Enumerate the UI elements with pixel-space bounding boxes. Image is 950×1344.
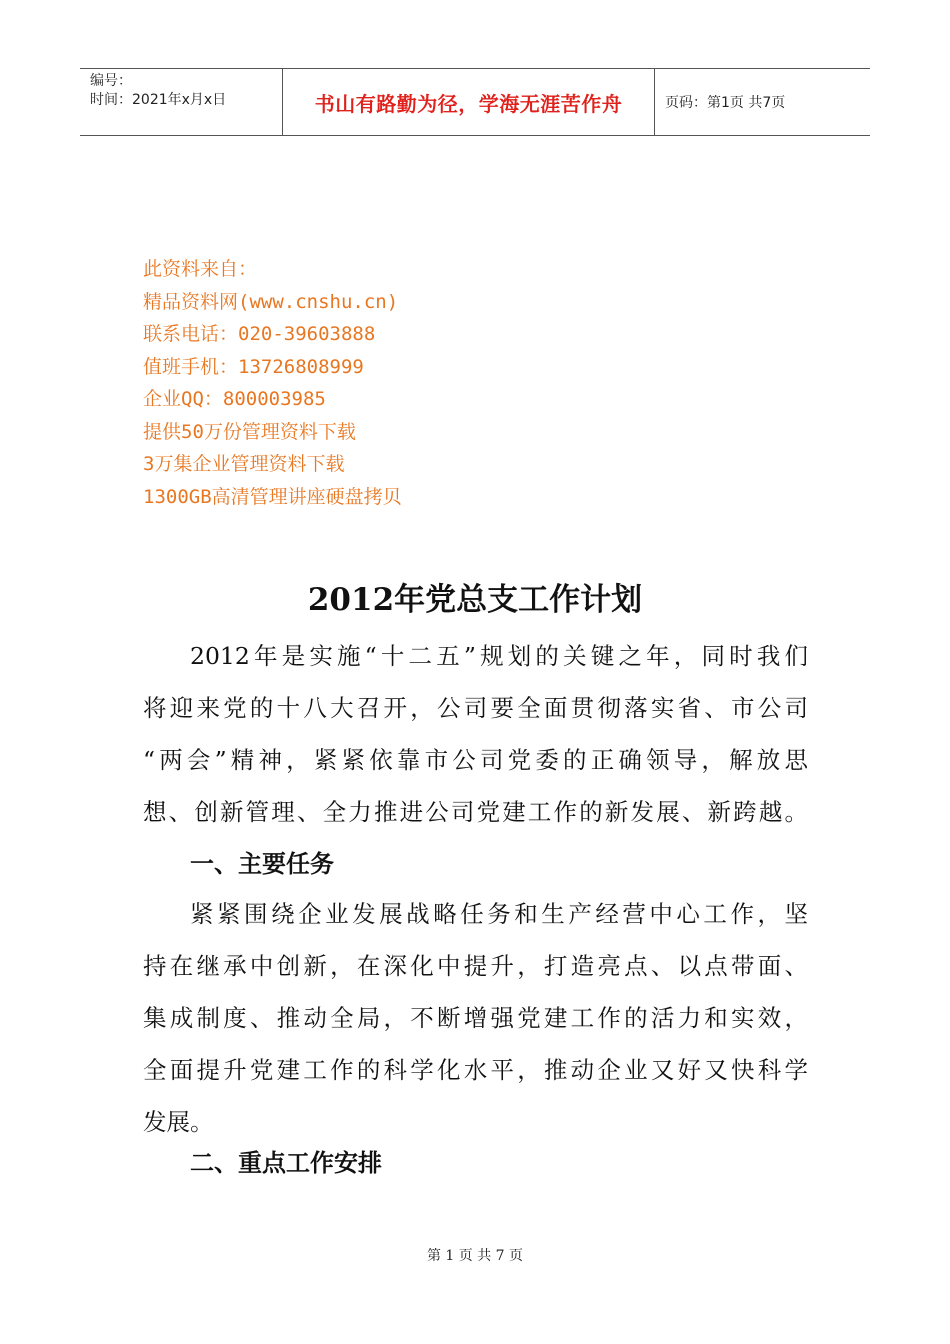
paragraph-line: 想、创新管理、全力推进公司党建工作的新发展、新跨越。 (143, 798, 808, 826)
source-line: 1300GB高清管理讲座硬盘拷贝 (143, 485, 402, 508)
paragraph-line: 全面提升党建工作的科学化水平，推动企业又好又快科学 (143, 1056, 808, 1084)
document-time-label: 时间：2021年x月x日 (90, 92, 227, 108)
source-line: 提供50万份管理资料下载 (143, 420, 356, 443)
source-line: 此资料来自： (143, 258, 258, 280)
section1-paragraph (143, 888, 808, 1148)
page-header (80, 68, 870, 136)
page-footer: 第 1 页 共 7 页 (426, 1248, 524, 1264)
section-heading: 二、重点工作安排 (190, 1148, 382, 1177)
source-line: 3万集企业管理资料下载 (143, 453, 345, 475)
source-info-block (143, 253, 402, 513)
paragraph-line: 2012年是实施“十二五”规划的关键之年，同时我们 (190, 642, 808, 670)
paragraph-line: 将迎来党的十八大召开，公司要全面贯彻落实省、市公司 (143, 694, 808, 722)
document-number-label: 编号： (90, 73, 132, 89)
paragraph-line: 集成制度、推动全局，不断增强党建工作的活力和实效， (143, 1004, 808, 1032)
source-line: 精品资料网(www.cnshu.cn) (143, 290, 399, 313)
header-motto: 书山有路勤为径，学海无涯苦作舟 (282, 69, 655, 135)
paragraph-line: “两会”精神，紧紧依靠市公司党委的正确领导，解放思 (143, 746, 808, 774)
source-line: 值班手机：13726808999 (143, 355, 364, 378)
header-page-info: 页码：第1页 共7页 (665, 95, 786, 111)
section-heading: 一、主要任务 (190, 849, 334, 878)
document-title: 2012年党总支工作计划 (307, 582, 643, 618)
header-meta (80, 69, 282, 135)
intro-paragraph (143, 630, 808, 838)
paragraph-line: 紧紧围绕企业发展战略任务和生产经营中心工作，坚 (190, 900, 808, 928)
paragraph-line: 持在继承中创新，在深化中提升，打造亮点、以点带面、 (143, 952, 808, 980)
source-line: 联系电话：020-39603888 (143, 323, 376, 345)
source-line: 企业QQ：800003985 (143, 388, 326, 410)
paragraph-line: 发展。 (143, 1108, 214, 1136)
